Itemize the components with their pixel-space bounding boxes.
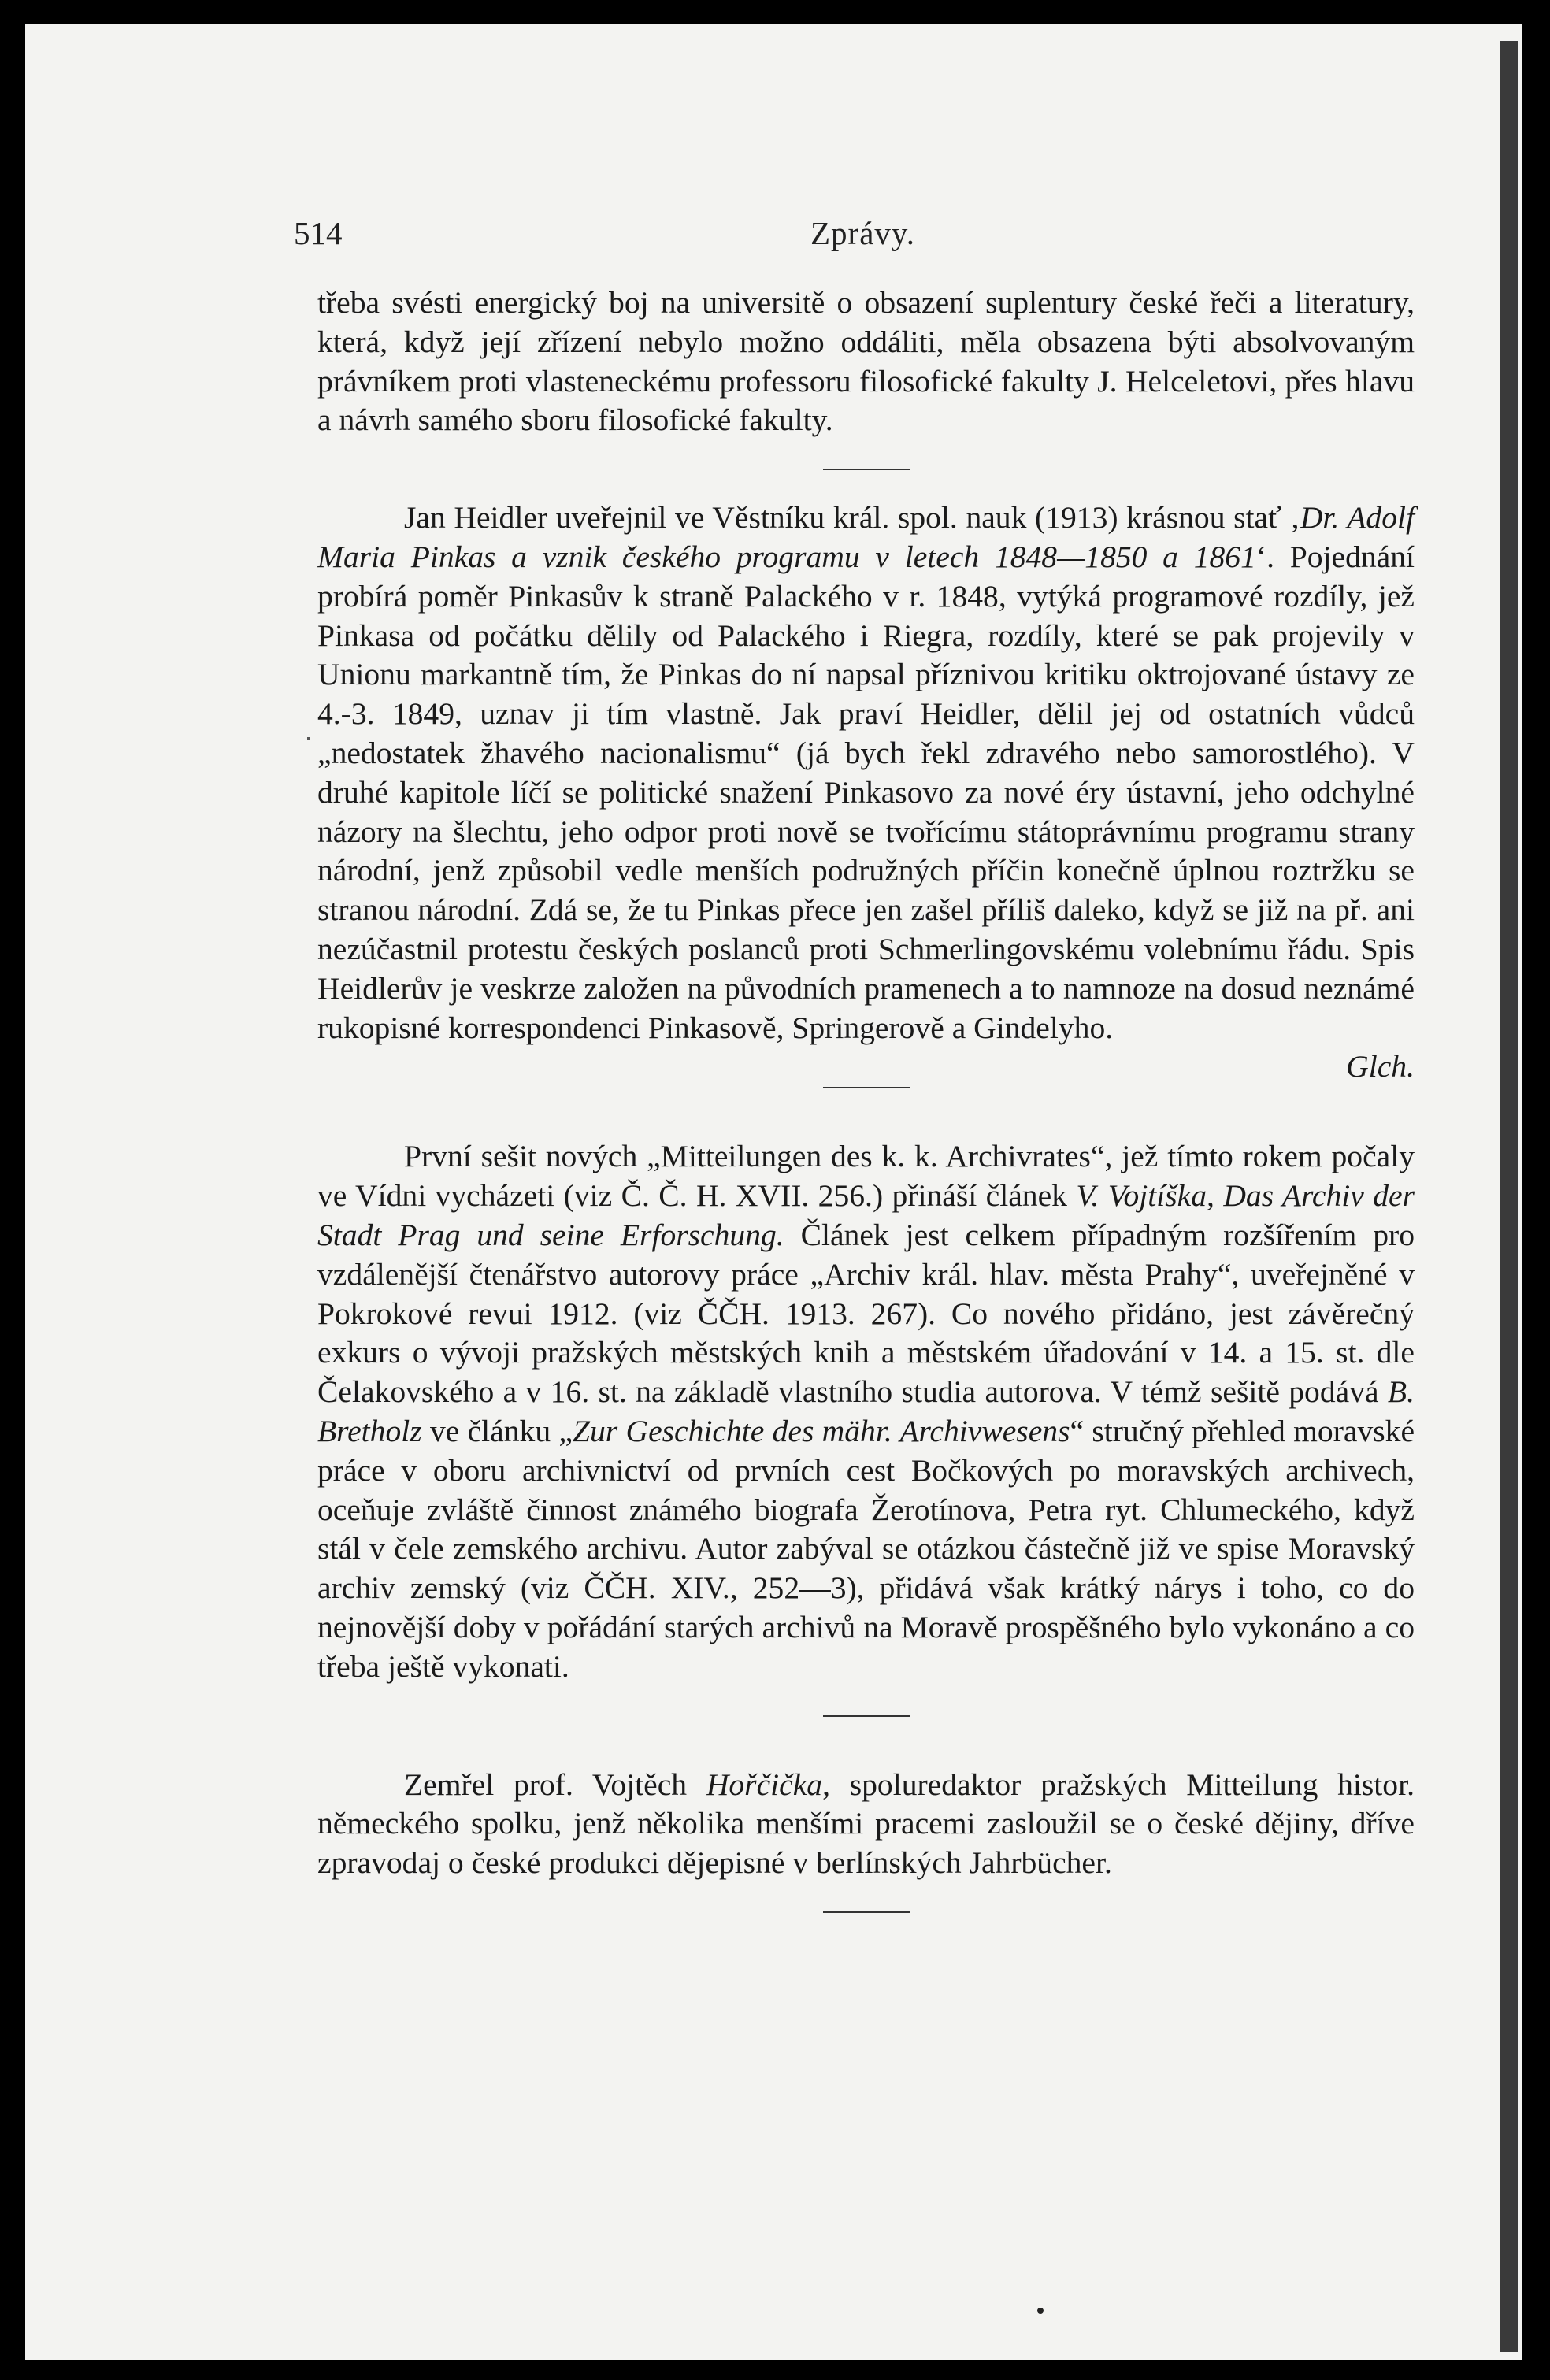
bretholz-article-title: Zur Geschichte des mähr. Archivwesens bbox=[572, 1413, 1070, 1448]
bretholz-name: B. Bretholz bbox=[317, 1374, 1415, 1448]
page-header bbox=[294, 214, 1412, 255]
heidler-review: ‘. Pojednání probírá poměr Pinkasův k straně Palackého v r. 1848, vytýká programové rozdíly, jež Pinkasa od počátku dělily od Palackého i Riegra, rozdíly, které se pak projevily v Unionu markantně tím, že Pinkas do ní napsal příznivou kritiku oktrojované ústavy ze 4.-3. 1849, uznav ji tím vlastně. Jak praví Heidler, dělil jej od ostatních vůdců „nedostatek žhavého nacionalismu“ (já bych řekl zdravého nebo samorostlého). V druhé kapitole líčí se politické snažení Pinkasovo za nové éry ústavní, jeho odchylné názory na šlechtu, jeho odpor proti nově se tvořícímu státoprávnímu programu strany národní, jenž způsobil vedle menších podružných příčin konečně úplnou roztržku se stranou národní. Zdá se, že tu Pinkas přece jen zašel příliš daleko, když se již na př. ani nezúčastnil protestu českých poslanců proti Schmerlingovskému volebnímu řádu. Spis Heidlerův je veskrze založen na původních pramenech a to namnoze na dosud neznámé rukopisné korrespondenci Pinkasově, Springerově a Gindelyho. bbox=[317, 539, 1415, 1045]
page-body bbox=[317, 284, 1415, 1913]
section-separator bbox=[823, 1715, 910, 1717]
section-separator bbox=[823, 1911, 910, 1913]
mitteilungen-intro: První sešit nových „Mitteilungen des k. k. Archivrates“, jež tímto rokem počaly ve Vídni vycházeti (viz Č. Č. H. XVII. 256.) přináší článek bbox=[317, 1139, 1415, 1214]
mitteilungen-text-2: ve článku „ bbox=[421, 1413, 573, 1448]
paragraph-suplentura: třeba svésti energický boj na universitě o obsazení suplentury české řeči a literatury, která, když její zřízení nebylo možno oddáliti, měla obsazena býti absolvovaným právníkem proti vlasteneckému professoru filosofické fakulty J. Helceletovi, přes hlavu a návrh samého sboru filosofické fakulty. bbox=[317, 285, 1415, 438]
vojtiska-article: V. Vojtíška, Das Archiv der Stadt Prag und seine Erforschung. bbox=[317, 1178, 1415, 1252]
paragraph-mitteilungen bbox=[317, 1137, 1415, 1686]
page-edge-shadow bbox=[1500, 41, 1518, 2352]
obituary-name: Hořčička bbox=[706, 1766, 823, 1802]
section-separator bbox=[823, 1087, 910, 1088]
obituary-text: , spoluredaktor pražských Mitteilung histor. německého spolku, jenž několika menšími pracemi zasloužil se o české dějiny, dříve zpravodaj o české produkci dějepisné v berlínských Jahrbücher. bbox=[317, 1766, 1415, 1881]
page-number: 514 bbox=[294, 215, 343, 251]
author-signature: Glch. bbox=[1346, 1049, 1415, 1084]
mitteilungen-text-3: “ stručný přehled moravské práce v oboru archivnictví od prvních cest Bočkových po moravských archivech, oceňuje zvláště činnost známého biografa Žerotínova, Petra ryt. Chlumeckého, když stál v čele zemského archivu. Autor zabýval se otázkou částečně již ve spise Moravský archiv zemský (viz ČČH. XIV., 252—3), přidává však krátký nárys i toho, co do nejnovější doby v pořádání starých archivů na Moravě prospěšného bylo vykonáno a co třeba ještě vykonati. bbox=[317, 1413, 1415, 1684]
ink-speck bbox=[307, 737, 310, 740]
section-separator bbox=[823, 469, 910, 470]
heidler-article-title: Dr. Adolf Maria Pinkas a vznik českého programu v letech 1848—1850 a 1861 bbox=[317, 500, 1415, 574]
ink-speck bbox=[1037, 2308, 1044, 2314]
paragraph-heidler bbox=[317, 499, 1415, 1047]
mitteilungen-text-1: Článek jest celkem případným rozšířením pro vzdálenější čtenářstvo autorovy práce „Archiv král. hlav. města Prahy“, uveřejněné v Pokrokové revui 1912. (viz ČČH. 1913. 267). Co nového přidáno, jest závěrečný exkurs o vývoji pražských městských knih a městském úřadování v 14. a 15. st. dle Čelakovského a v 16. st. na základě vlastního studia autorova. V témž sešitě podává bbox=[317, 1217, 1415, 1410]
running-head: Zprávy. bbox=[810, 215, 915, 251]
heidler-intro: Jan Heidler uveřejnil ve Věstníku král. spol. nauk (1913) krásnou stať ‚ bbox=[404, 500, 1300, 536]
obituary-intro: Zemřel prof. Vojtěch bbox=[404, 1766, 706, 1802]
paragraph-horcicka bbox=[317, 1766, 1415, 1883]
